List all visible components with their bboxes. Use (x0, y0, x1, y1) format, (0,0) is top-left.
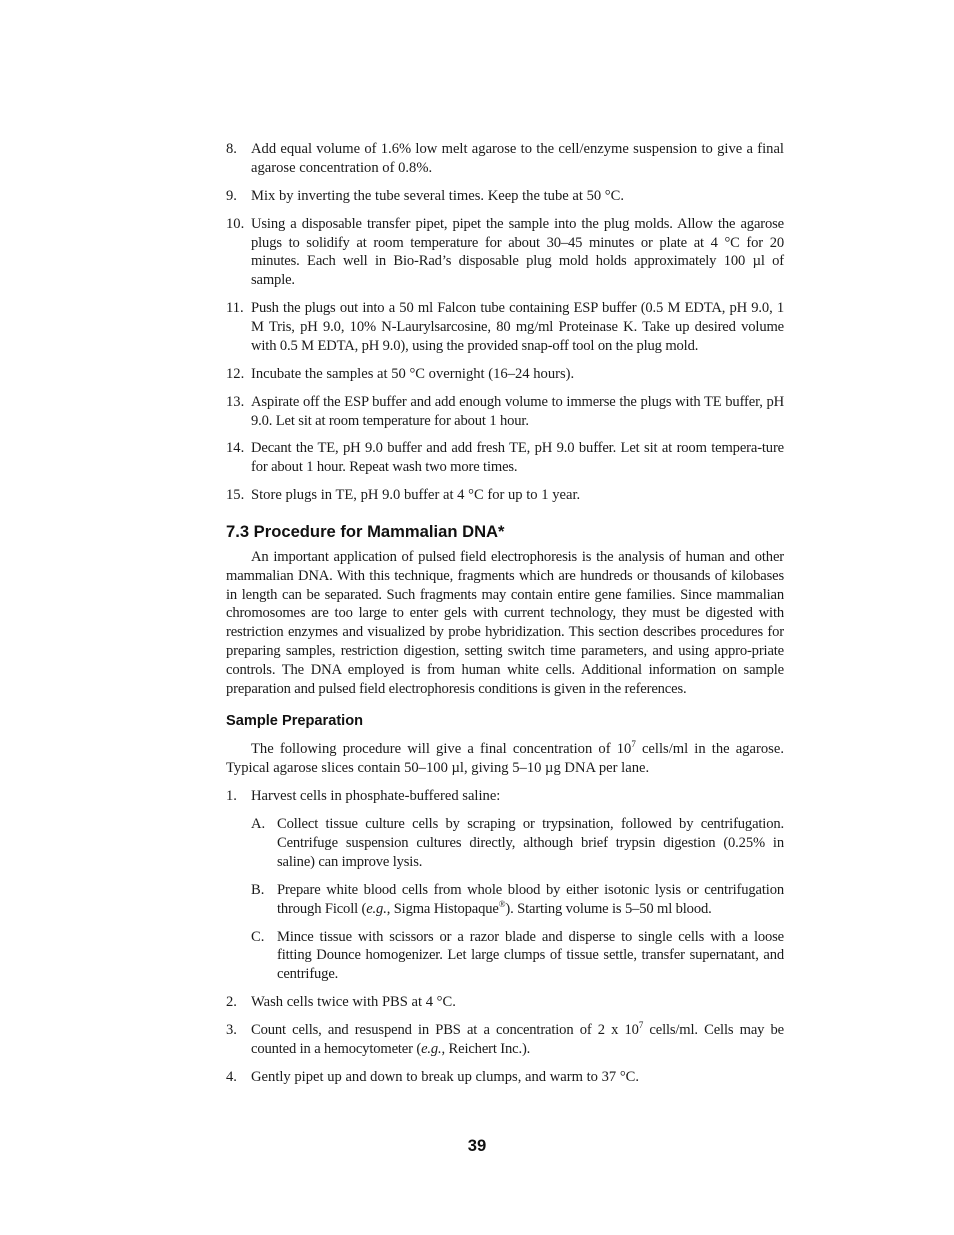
substep-letter: A. (251, 816, 266, 833)
substep-letter: B. (251, 881, 265, 898)
step-number: 15. (226, 487, 245, 504)
step-text: Aspirate off the ESP buffer and add enough volume to immerse the plugs with TE buffer, pH 9.0. Let sit at room temperature for about 1 hour. (251, 393, 784, 429)
substep-text: Collect tissue culture cells by scraping or trypsination, followed by centrifugation. Centrifuge suspension cultures directly, although brief trypsin digestion (0.25% in saline) can improve lysis. (277, 816, 784, 870)
step-text: Mix by inverting the tube several times. Keep the tube at 50 °C. (251, 187, 625, 204)
intro-text: The following procedure will give a final concentration of 10 (251, 741, 632, 758)
list-item (226, 299, 784, 355)
step-text: Decant the TE, pH 9.0 buffer and add fresh TE, pH 9.0 buffer. Let sit at room tempera-ture for about 1 hour. Repeat wash two more times. (251, 440, 784, 476)
step-number: 3. (226, 1022, 237, 1039)
page-content (226, 140, 784, 1096)
step-text (251, 1021, 784, 1059)
text-run: Count cells, and resuspend in PBS at a concentration of 2 x 10 (251, 1022, 639, 1039)
intro-text: cells/ml in the agarose. Typical agarose slices contain 50–100 µl, giving 5–10 µg DNA per lane. (226, 741, 784, 777)
step-number: 14. (226, 440, 245, 457)
text-run: , Reichert Inc.). (441, 1040, 531, 1057)
list-item (251, 881, 784, 919)
list-item (226, 187, 784, 206)
list-item (251, 815, 784, 871)
superscript: ® (498, 898, 506, 909)
list-item (226, 393, 784, 431)
subsection-intro-paragraph (226, 740, 784, 778)
step-number: 11. (226, 300, 244, 317)
step-text: Gently pipet up and down to break up clumps, and warm to 37 °C. (251, 1068, 640, 1085)
page-number: 39 (467, 1136, 487, 1155)
substep-letter: C. (251, 928, 265, 945)
substep-text: Mince tissue with scissors or a razor blade and disperse to single cells with a loose fitting Dounce homogenizer. Let large clumps of tissue settle, transfer supernatant, and centrifuge. (277, 928, 784, 983)
step-number: 2. (226, 994, 237, 1011)
list-item (226, 1068, 784, 1087)
list-item (226, 486, 784, 505)
step-number: 13. (226, 393, 245, 410)
substep-text (277, 881, 784, 919)
text-run: Prepare white blood cells from whole blood by either isotonic lysis or centrifugation through Ficoll ( (277, 881, 784, 917)
subsection-heading: Sample Preparation (226, 713, 364, 730)
text-run: , Sigma Histopaque (386, 900, 499, 917)
list-item (251, 928, 784, 984)
step-number: 12. (226, 365, 245, 382)
list-item (226, 215, 784, 290)
step-text: Using a disposable transfer pipet, pipet the sample into the plug molds. Allow the agarose plugs to solidify at room temperature for about 30–45 minutes or plate at 4 °C for 20 minutes. Each well in Bio-Rad’s disposable plug mold holds approximately 100 µl of sample. (251, 215, 784, 289)
italic-text: e.g. (366, 900, 387, 917)
text-run: ). Starting volume is 5–50 ml blood. (505, 900, 712, 917)
step-number: 10. (226, 215, 245, 232)
step-text: Store plugs in TE, pH 9.0 buffer at 4 °C for up to 1 year. (251, 487, 581, 504)
step-text: Wash cells twice with PBS at 4 °C. (251, 994, 456, 1011)
superscript: 7 (638, 1020, 644, 1031)
step-number: 1. (226, 788, 237, 805)
step-number: 8. (226, 141, 237, 157)
section-heading: 7.3 Procedure for Mammalian DNA* (226, 522, 505, 542)
procedure-list-top (226, 140, 784, 505)
step-number: 9. (226, 187, 237, 204)
list-item (226, 787, 784, 806)
list-item (226, 439, 784, 477)
step-text: Harvest cells in phosphate-buffered saline: (251, 788, 501, 805)
list-item (226, 993, 784, 1012)
step-text: Push the plugs out into a 50 ml Falcon tube containing ESP buffer (0.5 M EDTA, pH 9.0, 1 M Tris, pH 9.0, 10% N-Laurylsarcosine, 80 mg/ml Proteinase K. Take up desired volume with 0.5 M EDTA, pH 9.0), using the provided snap-off tool on the plug mold. (251, 300, 784, 354)
section-intro-paragraph: An important application of pulsed field electrophoresis is the analysis of human and other mammalian DNA. With this technique, fragments which are hundreds or thousands of kilobases in length can be separated. Such fragments may contain entire gene families. Since mammalian chromosomes are too large to enter gels with current technology, they must be digested with restriction enzymes and visualized by probe hybridization. This section describes procedures for preparing samples, restriction digestion, setting switch time parameters, and using appro-priate controls. The DNA employed is from human white cells. Additional information on sample preparation and pulsed field electrophoresis conditions is given in the references. (226, 549, 784, 697)
substep-list (251, 815, 784, 984)
superscript: 7 (631, 739, 636, 750)
step-text: Incubate the samples at 50 °C overnight (16–24 hours). (251, 365, 575, 382)
procedure-list-bottom (226, 787, 784, 1086)
list-item (226, 365, 784, 384)
list-item (226, 140, 784, 178)
step-text: Add equal volume of 1.6% low melt agarose to the cell/enzyme suspension to give a final agarose concentration of 0.8%. (251, 141, 784, 176)
italic-text: e.g. (421, 1040, 442, 1057)
step-number: 4. (226, 1068, 237, 1085)
list-item (226, 1021, 784, 1059)
text-run: cells/ml. Cells may be counted in a hemocytometer ( (251, 1022, 784, 1057)
